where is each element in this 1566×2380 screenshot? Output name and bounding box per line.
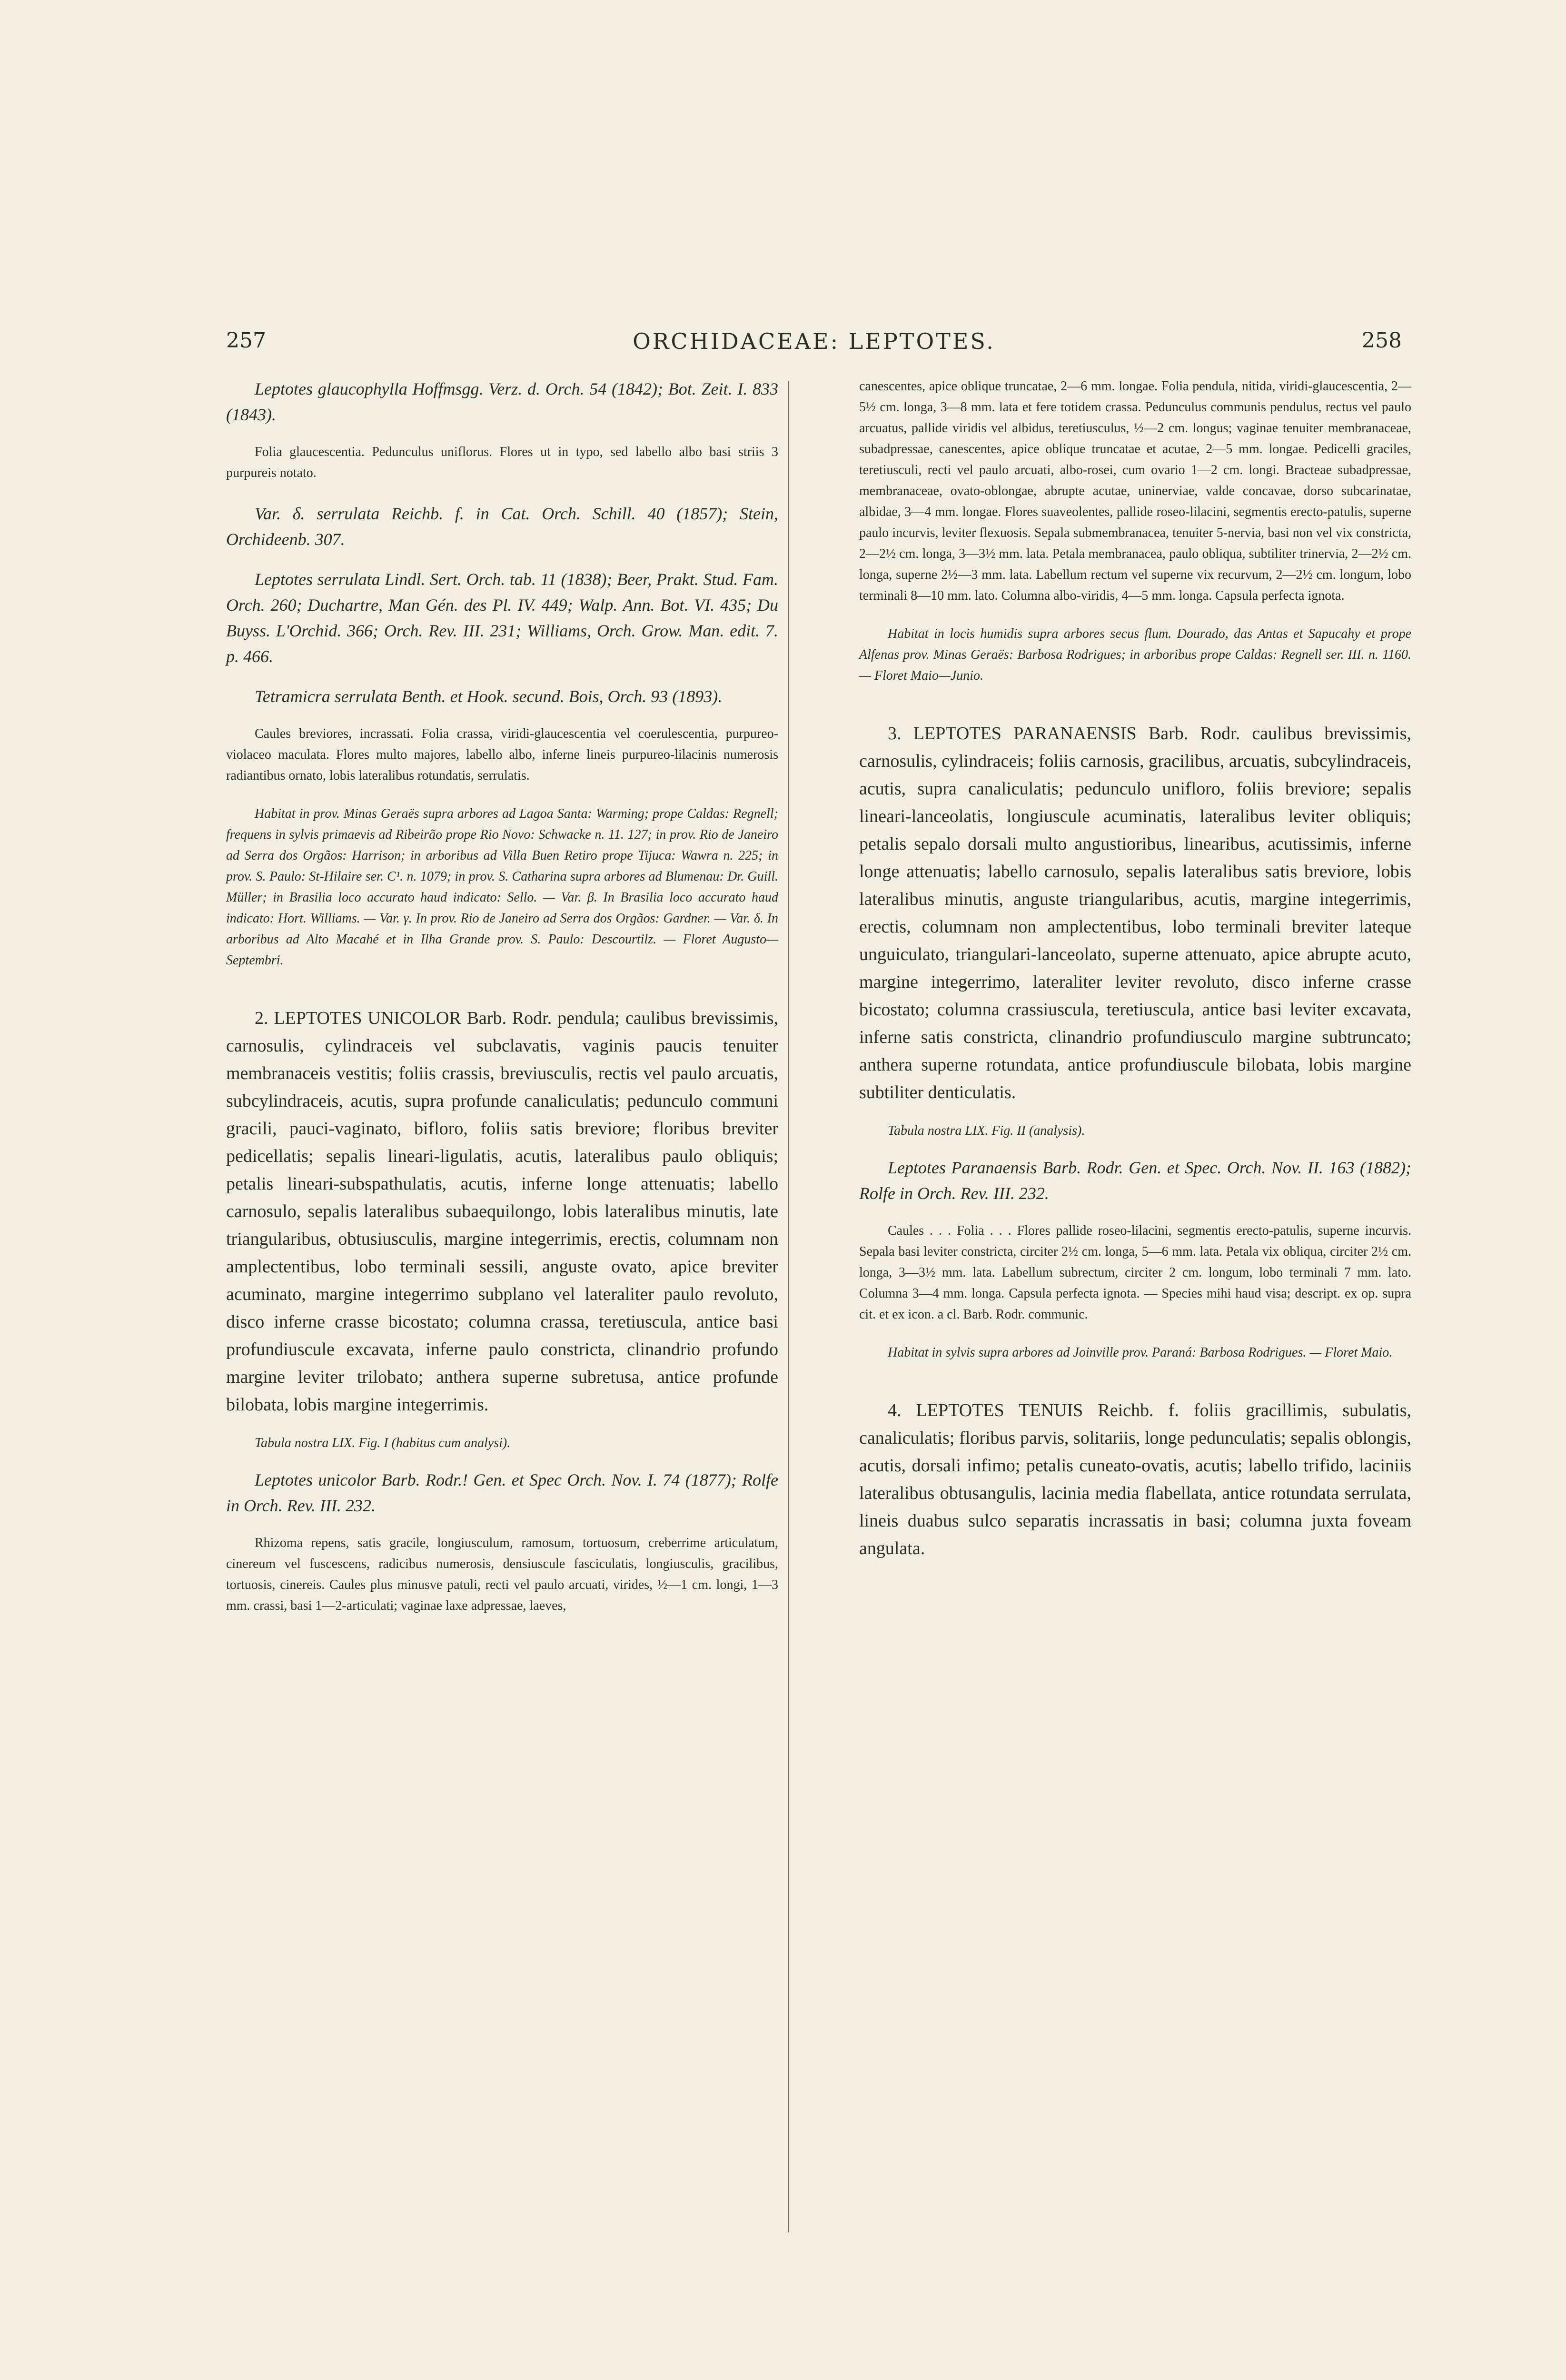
description-serrulata: Caules breviores, incrassati. Folia crassa, viridi-glaucescentia vel coerulescentia, purpureo-violaceo maculata. Flores multo majores, labello albo, inferne lineis purpureo-lilacinis numerosis radiantibus ornato, lobis lateralibus rotundatis, serrulatis.	[226, 726, 778, 783]
page-number-left: 257	[226, 328, 266, 353]
citation-unicolor: Leptotes unicolor Barb. Rodr.! Gen. et Spec Orch. Nov. I. 74 (1877); Rolfe in Orch. Rev. III. 232.	[226, 1470, 778, 1515]
citation-glaucophylla: Leptotes glaucophylla Hoffmsgg. Verz. d. Orch. 54 (1842); Bot. Zeit. I. 833 (1843).	[226, 379, 778, 424]
column-divider	[788, 381, 789, 2232]
page-header	[226, 328, 1402, 362]
citation-serrulata: Leptotes serrulata Lindl. Sert. Orch. tab. 11 (1838); Beer, Prakt. Stud. Fam. Orch. 260; Duchartre, Man Gén. des Pl. IV. 449; Walp. Ann. Bot. VI. 435; Du Buyss. L'Orchid. 366; Orch. Rev. III. 231; Williams, Orch. Grow. Man. edit. 7. p. 466.	[226, 570, 778, 666]
habitat-paranaensis: Habitat in sylvis supra arbores ad Joinville prov. Paraná: Barbosa Rodrigues. — Floret Maio.	[888, 1345, 1393, 1360]
species-paranaensis-diagnosis: 3. LEPTOTES PARANAENSIS Barb. Rodr. caulibus brevissimis, carnosulis, cylindraceis; foliis carnosis, gracilibus, arcuatis, subcylindraceis, acutis, supra canaliculatis; pedunculo unifloro, foliis breviore; sepalis lineari-lanceolatis, longiuscule acuminatis, lateralibus leviter obliquis; petalis sepalo dorsali multo angustioribus, linearibus, acutissimis, inferne longe attenuatis; labello carnosulo, sepalis lateralibus satis breviore, lobis lateralibus minutis, anguste triangularibus, acutis, margine integerrimis, erectis, columnam non amplectentibus, lobo terminali breviter lateque unguiculato, triangulari-lanceolato, superne attenuato, apice abrupte acuto, margine integerrimo, lateraliter leviter revoluto, disco inferne crasse bicostato; columna crassiuscula, teretiuscula, antice basi leviter excavata, inferne satis constricta, clinandrio profundiusculo margine subtruncato; anthera superne rotundata, antice profundiuscule bilobata, lobis margine subtiliter denticulatis.	[859, 724, 1411, 1102]
left-column	[226, 376, 778, 1634]
description-paranaensis: Caules . . . Folia . . . Flores pallide roseo-lilacini, segmentis erecto-patulis, superne incurvis. Sepala basi leviter constricta, circiter 2½ cm. longa, 5—6 mm. lata. Petala vix obliqua, circiter 2½ cm. longa, 3—3½ mm. lata. Labellum subrectum, circiter 2 cm. longum, lobo terminali 7 mm. lato. Columna 3—4 mm. longa. Capsula perfecta ignota. — Species mihi haud visa; descript. ex op. supra cit. et ex icon. a cl. Barb. Rodr. communic.	[859, 1223, 1411, 1322]
variety-serrulata: Var. δ. serrulata Reichb. f. in Cat. Orch. Schill. 40 (1857); Stein, Orchideenb. 307.	[226, 504, 778, 549]
running-title: ORCHIDACEAE: LEPTOTES.	[633, 328, 995, 354]
page-number-right: 258	[1362, 328, 1402, 353]
description-unicolor-part1: Rhizoma repens, satis gracile, longiusculum, ramosum, tortuosum, creberrime articulatum, cinereum vel fuscescens, radicibus numerosis, densiuscule fasciculatis, longiusculis, gracilibus, tortuosis, cinereis. Caules plus minusve patuli, recti vel paulo arcuati, virides, ½—1 cm. longi, 1—3 mm. crassi, basi 1—2-articulati; vaginae laxe adpressae, laeves,	[226, 1536, 778, 1613]
description-unicolor-part2: canescentes, apice oblique truncatae, 2—6 mm. longae. Folia pendula, nitida, viridi-glaucescentia, 2—5½ cm. longa, 3—8 mm. lata et fere totidem crassa. Pedunculus communis pendulus, rectus vel paulo arcuatus, pallide viridis vel albidus, teretiusculus, ½—2 cm. longus; vaginae tenuiter membranaceae, subadpressae, canescentes, apice oblique truncatae et acutae, 2—5 mm. longae. Pedicelli graciles, teretiusculi, recti vel paulo arcuati, albo-rosei, cum ovario 1—2 cm. longi. Bracteae subadpressae, membranaceae, ovato-oblongae, abrupte acutae, uninerviae, valde concavae, dorso subcarinatae, albidae, 3—4 mm. longae. Flores suaveolentes, pallide roseo-lilacini, segmentis erecto-patulis, superne paulo incurvis, leviter flexuosis. Sepala submembranacea, tenuiter 5-nervia, basi non vel vix constricta, 2—2½ cm. longa, 3—3½ mm. lata. Petala membranacea, paulo obliqua, subtiliter trinervia, 2—2½ cm. longa, superne 2½—3 mm. lata. Labellum rectum vel superne vix recurvum, 2—2½ cm. longum, lobo terminali 8—10 mm. lato. Columna albo-viridis, 4—5 mm. longa. Capsula perfecta ignota.	[859, 379, 1411, 603]
plate-reference-unicolor: Tabula nostra LIX. Fig. I (habitus cum analysi).	[255, 1436, 511, 1450]
description-glaucophylla: Folia glaucescentia. Pedunculus uniflorus. Flores ut in typo, sed labello albo basi striis 3 purpureis notato.	[226, 445, 778, 480]
species-tenuis-diagnosis: 4. LEPTOTES TENUIS Reichb. f. foliis gracillimis, subulatis, canaliculatis; floribus parvis, solitariis, longe pedunculatis; sepalis oblongis, acutis, dorsali infimo; petalis cuneato-ovatis, acutis; labello trifido, laciniis lateralibus obtusangulis, lacinia media flabellata, antice rotundata serrulata, lineis duabus sulco separatis incrassatis in basi; columna juxta foveam angulata.	[859, 1400, 1411, 1558]
habitat-unicolor: Habitat in locis humidis supra arbores secus flum. Dourado, das Antas et Sapucahy et prope Alfenas prov. Minas Geraës: Barbosa Rodrigues; in arboribus prope Caldas: Regnell ser. III. n. 1160. — Floret Maio—Junio.	[859, 626, 1411, 683]
right-column	[859, 376, 1411, 1577]
citation-paranaensis: Leptotes Paranaensis Barb. Rodr. Gen. et Spec. Orch. Nov. II. 163 (1882); Rolfe in Orch. Rev. III. 232.	[859, 1158, 1411, 1203]
citation-tetramicra: Tetramicra serrulata Benth. et Hook. secund. Bois, Orch. 93 (1893).	[255, 687, 723, 706]
species-unicolor-diagnosis: 2. LEPTOTES UNICOLOR Barb. Rodr. pendula; caulibus brevissimis, carnosulis, cylindraceis vel subclavatis, vaginis paucis tenuiter membranaceis vestitis; foliis crassis, breviusculis, rectis vel paulo arcuatis, subcylindraceis, acutis, supra profunde canaliculatis; pedunculo communi gracili, pauci-vaginato, bifloro, foliis satis breviore; floribus breviter pedicellatis; sepalis lineari-ligulatis, acutis, lateralibus paulo obliquis; petalis lineari-subspathulatis, acutis, inferne longe attenuatis; labello carnosulo, sepalis lateralibus subaequilongo, lobis lateralibus minutis, late triangularibus, obtusiusculis, margine integerrimis, erectis, columnam non amplectentibus, lobo terminali sessili, anguste ovato, apice breviter acuminato, margine integerrimo subplano vel lateraliter paulo revoluto, disco inferne crasse bicostato; columna crassa, teretiuscula, antice basi profundiuscule excavata, inferne paulo constricta, clinandrio profundo margine leviter trilobato; anthera superne subretusa, antice profunde bilobata, lobis margine integerrimis.	[226, 1008, 778, 1415]
habitat-leptotes-bicolor: Habitat in prov. Minas Geraës supra arbores ad Lagoa Santa: Warming; prope Caldas: Regnell; frequens in sylvis primaevis ad Ribeirão prope Rio Novo: Schwacke n. 11. 127; in prov. Rio de Janeiro ad Serra dos Orgãos: Harrison; in arboribus ad Villa Buen Retiro prope Tijuca: Wawra n. 225; in prov. S. Paulo: St-Hilaire ser. C¹. n. 1079; in prov. S. Catharina supra arbores ad Blumenau: Dr. Guill. Müller; in Brasilia loco accurato haud indicato: Sello. — Var. β. In Brasilia loco accurato haud indicato: Hort. Williams. — Var. γ. In prov. Rio de Janeiro ad Serra dos Orgãos: Gardner. — Var. δ. In arboribus ad Alto Macahé et in Ilha Grande prov. S. Paulo: Descourtilz. — Floret Augusto—Septembri.	[226, 806, 778, 968]
plate-reference-paranaensis: Tabula nostra LIX. Fig. II (analysis).	[888, 1123, 1085, 1138]
